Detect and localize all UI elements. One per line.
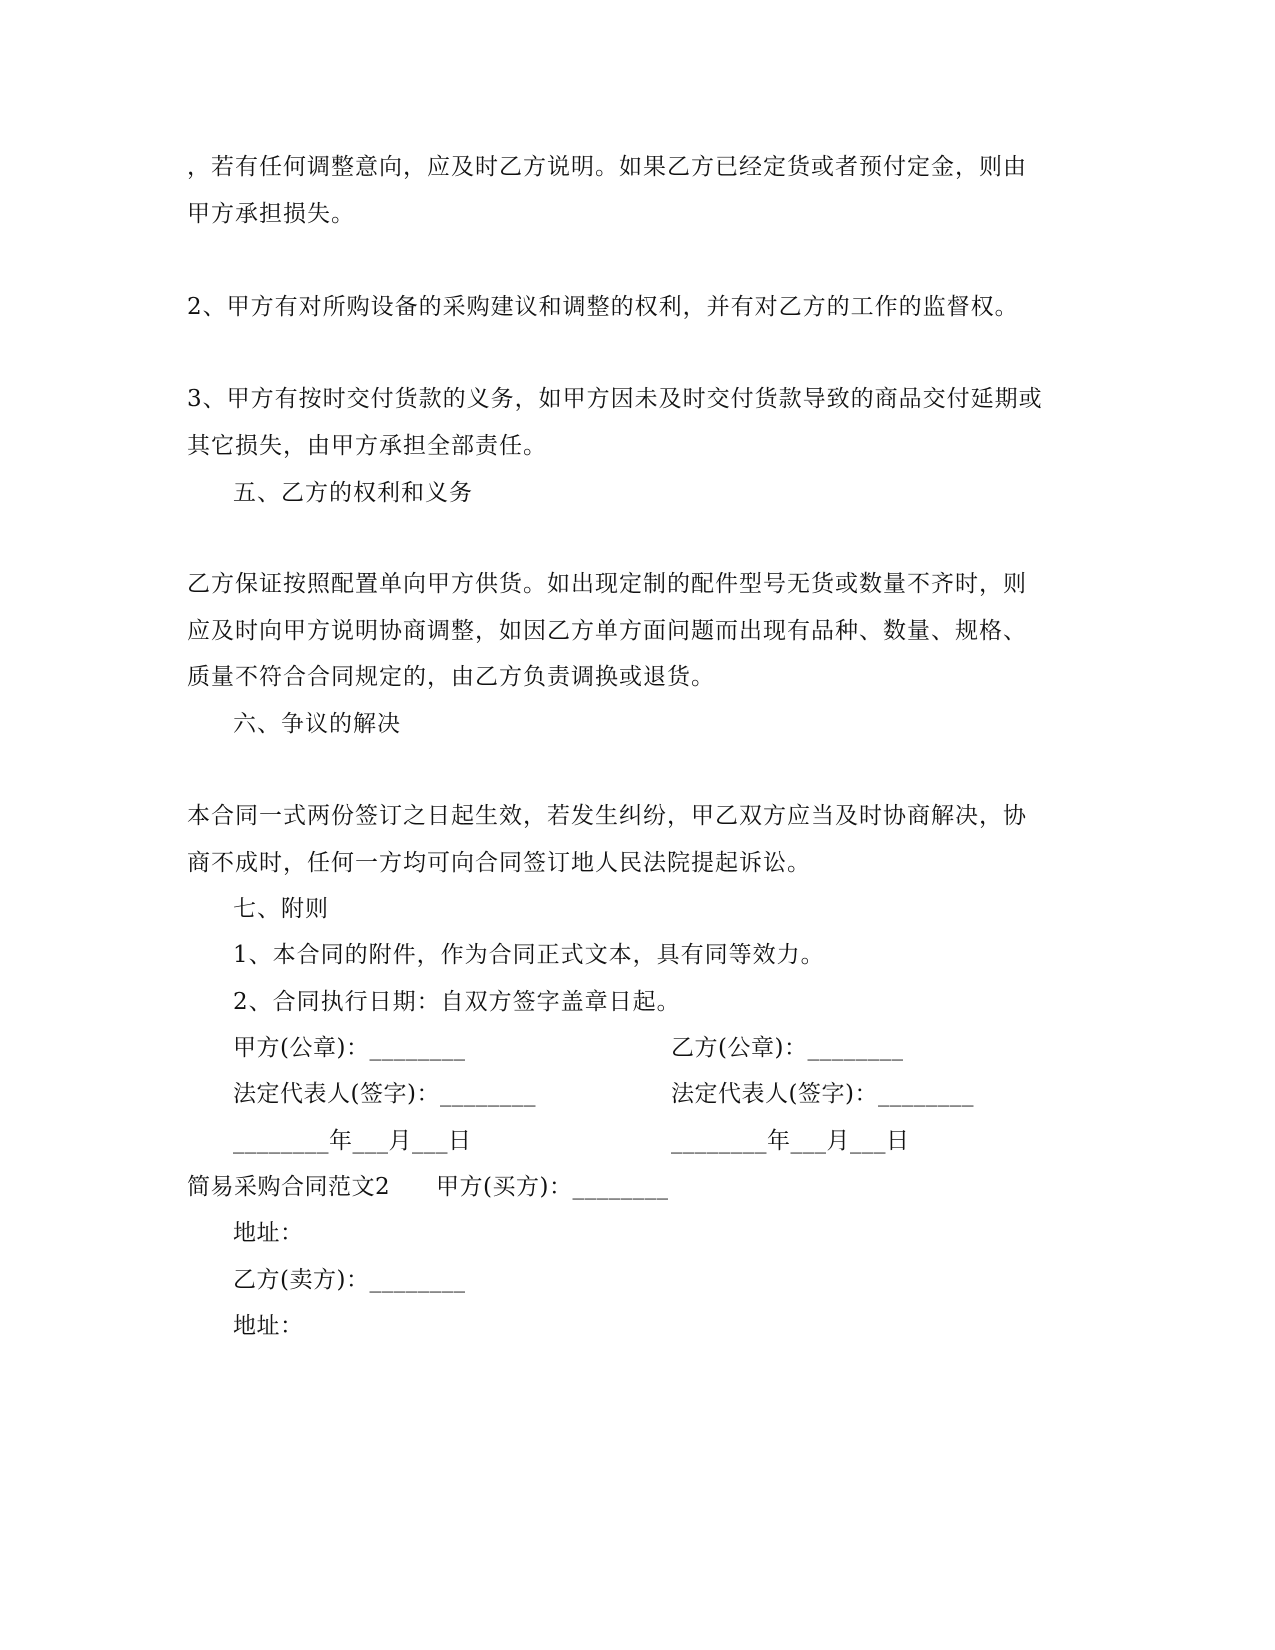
buyer-field: 甲方(买方)：________ xyxy=(436,1174,669,1200)
party-b-representative-field: 法定代表人(签字)：________ xyxy=(671,1081,974,1107)
paragraph-line: 商不成时，任何一方均可向合同签订地人民法院提起诉讼。 xyxy=(187,850,811,876)
paragraph-line: 2、甲方有对所购设备的采购建议和调整的权利，并有对乙方的工作的监督权。 xyxy=(187,294,1019,320)
paragraph-line: 乙方保证按照配置单向甲方供货。如出现定制的配件型号无货或数量不齐时，则 xyxy=(187,571,1027,597)
paragraph-line: 1、本合同的附件，作为合同正式文本，具有同等效力。 xyxy=(233,942,825,968)
party-a-representative-field: 法定代表人(签字)：________ xyxy=(233,1081,536,1107)
seller-field: 乙方(卖方)：________ xyxy=(233,1267,466,1293)
paragraph-line: 甲方承担损失。 xyxy=(187,201,355,227)
party-b-seal-field: 乙方(公章)：________ xyxy=(671,1035,904,1061)
paragraph-line: 本合同一式两份签订之日起生效，若发生纠纷，甲乙双方应当及时协商解决，协 xyxy=(187,803,1027,829)
section-heading: 七、附则 xyxy=(233,896,329,922)
party-b-date-field: ________年___月___日 xyxy=(671,1128,910,1154)
paragraph-line: 应及时向甲方说明协商调整，如因乙方单方面问题而出现有品种、数量、规格、 xyxy=(187,618,1027,644)
paragraph-line: 2、合同执行日期：自双方签字盖章日起。 xyxy=(233,989,681,1015)
section-heading: 五、乙方的权利和义务 xyxy=(233,480,473,506)
buyer-address-field: 地址： xyxy=(233,1220,304,1246)
sample2-title: 简易采购合同范文2 xyxy=(187,1174,391,1200)
section-heading: 六、争议的解决 xyxy=(233,711,401,737)
seller-address-field: 地址： xyxy=(233,1313,304,1339)
party-a-date-field: ________年___月___日 xyxy=(233,1128,472,1154)
paragraph-line: 质量不符合合同规定的，由乙方负责调换或退货。 xyxy=(187,664,715,690)
paragraph-line: 其它损失，由甲方承担全部责任。 xyxy=(187,433,547,459)
party-a-seal-field: 甲方(公章)：________ xyxy=(233,1035,466,1061)
paragraph-line: ，若有任何调整意向，应及时乙方说明。如果乙方已经定货或者预付定金，则由 xyxy=(187,154,1027,180)
paragraph-line: 3、甲方有按时交付货款的义务，如甲方因未及时交付货款导致的商品交付延期或 xyxy=(187,386,1043,412)
